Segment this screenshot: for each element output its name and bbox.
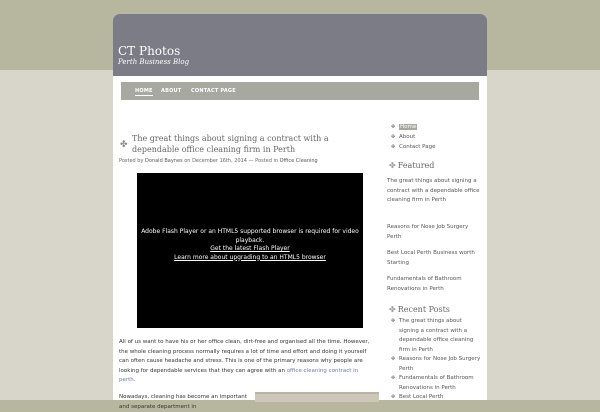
meta-on: on xyxy=(184,158,191,164)
post-meta xyxy=(119,158,318,164)
recent-post-label: Best Local Perth xyxy=(399,394,444,400)
bullet-icon: ✤ xyxy=(391,356,396,362)
meta-posted-in: — Posted in xyxy=(248,158,279,164)
sidebar-item-home[interactable] xyxy=(391,122,435,132)
post-paragraph-2: Nowadays, cleaning has become an important and separate department in xyxy=(119,394,247,410)
clover-icon: ✤ xyxy=(389,161,396,170)
bullet-icon: ✤ xyxy=(391,375,396,381)
meta-category-link[interactable]: Office Cleaning xyxy=(279,158,318,164)
page-about-label: About xyxy=(399,134,416,140)
post-title[interactable]: The great things about signing a contract with a dependable office cleaning firm in Perth xyxy=(132,134,329,154)
sidebar-item-about[interactable] xyxy=(391,132,435,142)
featured-item[interactable]: Fundamentals of Bathroom Renovations in Perth xyxy=(387,276,462,292)
site-header xyxy=(113,14,487,76)
video-fallback xyxy=(137,228,363,262)
bullet-icon: ✤ xyxy=(391,144,396,150)
site-title[interactable]: CT Photos xyxy=(118,44,181,58)
featured-item[interactable]: Best Local Perth Business worth Starting xyxy=(387,250,475,266)
recent-post-item[interactable] xyxy=(391,393,481,403)
flash-player-link[interactable]: Get the latest Flash Player xyxy=(210,245,290,252)
bullet-icon: ✤ xyxy=(391,318,396,324)
bullet-icon: ✤ xyxy=(391,134,396,140)
nav-home[interactable]: HOME xyxy=(135,88,153,94)
meta-posted-by: Posted by xyxy=(119,158,144,164)
meta-date: December 16th, 2014 xyxy=(192,158,247,164)
html5-upgrade-link[interactable]: Learn more about upgrading to an HTML5 browser xyxy=(174,253,326,261)
clover-icon: ✤ xyxy=(389,305,396,314)
video-player[interactable] xyxy=(137,173,363,328)
recent-post-label: Reasons for Nose Job Surgery Perth xyxy=(399,356,481,372)
recent-posts-heading xyxy=(389,305,450,314)
recent-posts-title: Recent Posts xyxy=(397,305,450,314)
page-wrapper xyxy=(113,14,487,410)
bullet-icon: ✤ xyxy=(391,124,396,130)
featured-heading xyxy=(389,161,434,170)
main-content xyxy=(113,76,487,410)
sidebar-item-contact-page[interactable] xyxy=(391,142,435,152)
featured-item[interactable]: The great things about signing a contract with a dependable office cleaning firm in Perth xyxy=(387,178,480,203)
recent-posts-list xyxy=(391,317,481,403)
site-description: Perth Business Blog xyxy=(118,58,190,66)
office-cleaning-link[interactable]: office cleaning contract in perth xyxy=(119,367,359,383)
recent-post-item[interactable] xyxy=(391,355,481,374)
post-image xyxy=(255,392,379,402)
meta-author-link[interactable]: Donald Baynes xyxy=(145,158,183,164)
recent-post-label: The great things about signing a contract with a dependable office cleaning firm in Perth xyxy=(399,318,474,353)
bullet-icon: ✤ xyxy=(391,394,396,400)
pages-list xyxy=(391,122,435,152)
recent-post-label: Fundamentals of Bathroom Renovations in Perth xyxy=(399,375,474,391)
paragraph-1-end: . xyxy=(133,377,136,383)
nav-contact-page[interactable]: CONTACT PAGE xyxy=(191,88,236,94)
recent-post-item[interactable] xyxy=(391,374,481,393)
featured-title: Featured xyxy=(397,161,435,170)
featured-item[interactable]: Reasons for Nose Job Surgery Perth xyxy=(387,224,469,240)
nav-about[interactable]: ABOUT xyxy=(161,88,182,94)
post-clover-icon: ✤ xyxy=(120,140,128,150)
recent-post-item[interactable] xyxy=(391,317,481,355)
video-message: Adobe Flash Player or an HTML5 supported browser is required for video playback. xyxy=(141,228,359,244)
page-contact-label: Contact Page xyxy=(399,144,436,150)
paragraph-1-text: All of us want to have his or her office clean, dirt-free and organised all the time. However, the whole cleaning process normally requires a lot of time and effort and doing it yourself can often cause headache and stress. This is one of the primary reasons why people are looking for dependable services that they can agree with an xyxy=(119,339,370,374)
post-paragraph-1 xyxy=(119,338,375,386)
main-nav xyxy=(121,82,479,100)
page-home-label: Home xyxy=(400,124,417,130)
